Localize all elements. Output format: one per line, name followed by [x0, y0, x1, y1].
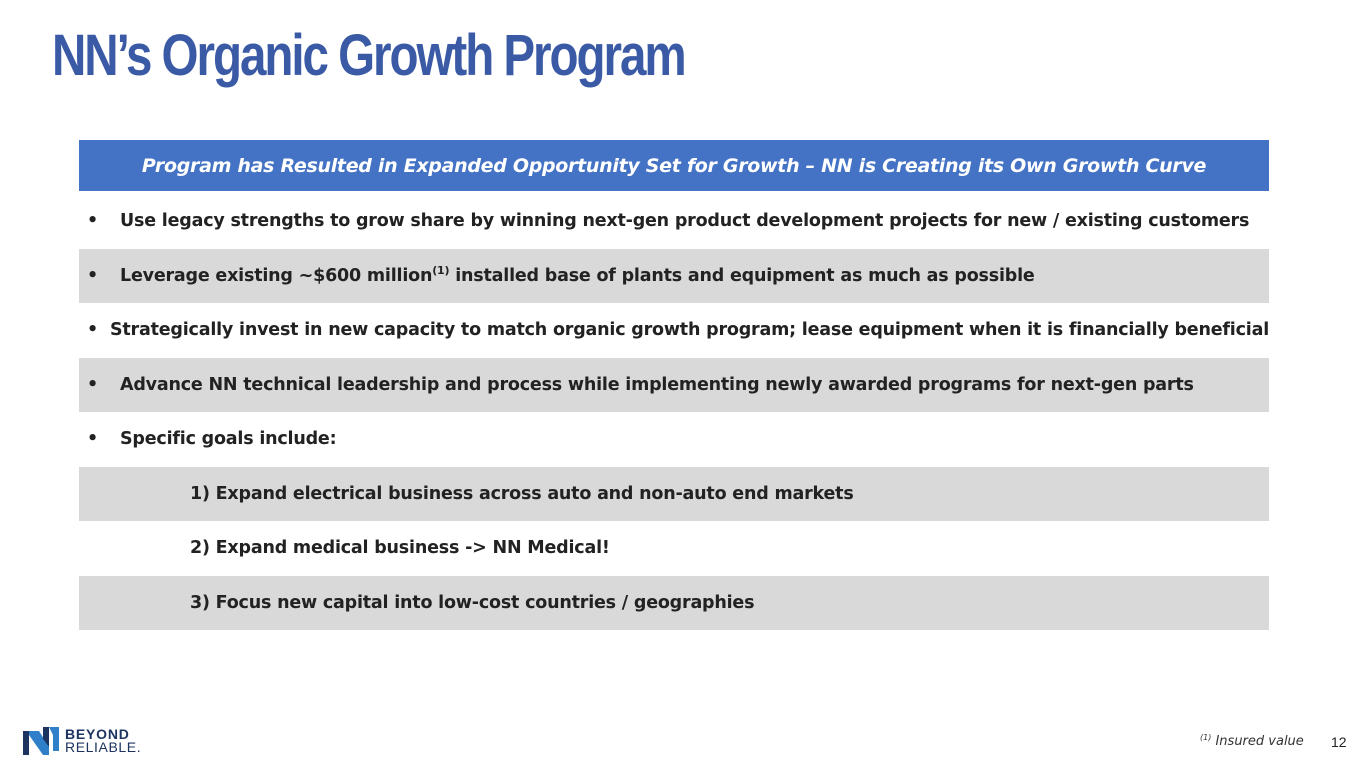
- bullet-text: Use legacy strengths to grow share by winning next-gen product development projects for new / existing customers: [120, 211, 1250, 232]
- bullet-row: [79, 358, 1269, 413]
- goal-text: 2) Expand medical business -> NN Medical!: [190, 538, 610, 559]
- goal-text: 3) Focus new capital into low-cost countries / geographies: [190, 592, 755, 613]
- bullet-text-part: installed base of plants and equipment as much as possible: [449, 265, 1035, 286]
- logo-line2: RELIABLE.: [65, 739, 142, 755]
- logo-wordmark: [65, 728, 141, 754]
- bullet-row: [79, 249, 1269, 304]
- goal-row: [79, 576, 1269, 631]
- goal-row: [79, 467, 1269, 522]
- bullet-row: [79, 194, 1269, 249]
- bullet-row: [79, 412, 1269, 467]
- nn-logo-icon: [23, 727, 59, 755]
- bullet-text: Specific goals include:: [120, 429, 337, 450]
- bullet-text-part: Leverage existing ~$600 million: [120, 265, 433, 286]
- bullet-marker: •: [87, 265, 98, 286]
- bullet-text: Advance NN technical leadership and process while implementing newly awarded programs for next-gen parts: [120, 374, 1194, 395]
- bullet-row: [79, 303, 1269, 358]
- goal-text: 1) Expand electrical business across auto and non-auto end markets: [190, 483, 854, 504]
- footnote: [1200, 734, 1304, 749]
- footnote-ref: (1): [432, 263, 450, 277]
- bullet-marker: •: [87, 429, 98, 450]
- banner-heading: Program has Resulted in Expanded Opportunity Set for Growth – NN is Creating its Own Growth Curve: [79, 140, 1269, 191]
- company-logo: [23, 727, 141, 755]
- bullet-text: [120, 263, 1035, 286]
- bullet-marker: •: [87, 374, 98, 395]
- bullet-text: Strategically invest in new capacity to match organic growth program; lease equipment when it is financially beneficial: [109, 320, 1269, 341]
- page-number: 12: [1331, 734, 1347, 750]
- bullet-list: [79, 194, 1269, 630]
- logo-line1: BEYOND: [65, 726, 130, 742]
- footnote-marker: (1): [1200, 733, 1212, 742]
- bullet-marker: •: [87, 211, 98, 232]
- footnote-text: Insured value: [1211, 734, 1304, 749]
- bullet-marker: •: [87, 320, 98, 341]
- goal-row: [79, 521, 1269, 576]
- slide-title: NN’s Organic Growth Program: [52, 23, 685, 88]
